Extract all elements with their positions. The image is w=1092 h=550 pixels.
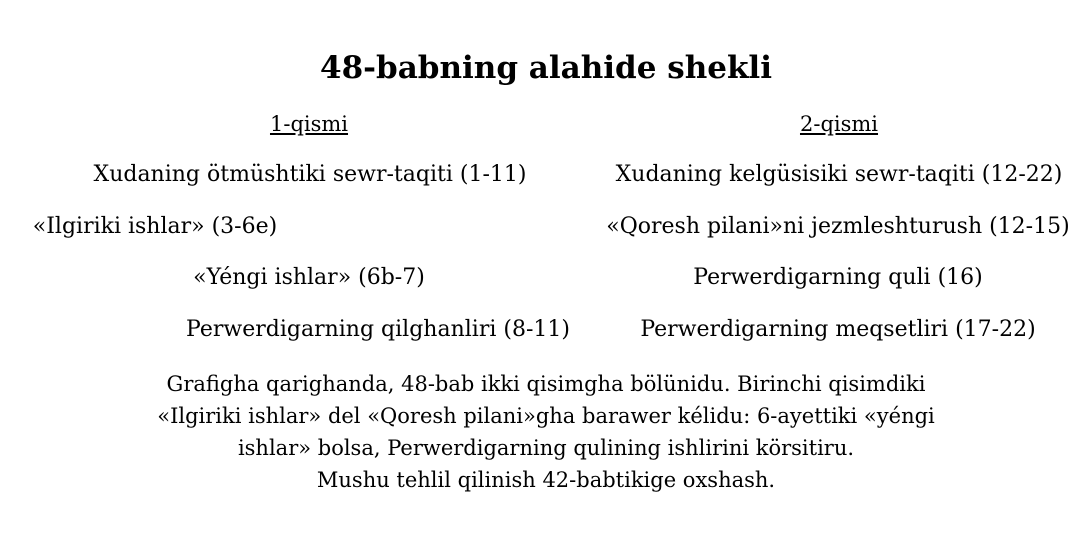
page-title: 48-babning alahide shekli — [320, 50, 772, 86]
part-2-row-3: Perwerdigarning quli (16) — [693, 265, 983, 290]
part-2-row-2: «Qoresh pilani»ni jezmleshturush (12-15) — [606, 214, 1070, 239]
column-heading-part-1: 1-qismi — [269, 112, 349, 136]
column-heading-part-2: 2-qismi — [799, 112, 879, 136]
summary-line-4: Mushu tehlil qilinish 42-babtikige oxshash. — [316, 468, 776, 492]
summary-line-3: ishlar» bolsa, Perwerdigarning qulining ishlirini körsitiru. — [237, 436, 855, 460]
part-1-row-4: Perwerdigarning qilghanliri (8-11) — [186, 317, 570, 342]
part-1-row-1: Xudaning ötmüshtiki sewr-taqiti (1-11) — [93, 162, 527, 187]
part-2-row-1: Xudaning kelgüsisiki sewr-taqiti (12-22) — [615, 162, 1063, 187]
summary-paragraph — [0, 368, 1092, 496]
part-1-row-2: «Ilgiriki ishlar» (3-6e) — [32, 214, 278, 239]
part-2-row-4: Perwerdigarning meqsetliri (17-22) — [640, 317, 1036, 342]
summary-line-2: «Ilgiriki ishlar» del «Qoresh pilani»gha barawer kélidu: 6-ayettiki «yéngi — [157, 404, 935, 428]
summary-line-1: Grafigha qarighanda, 48-bab ikki qisimgha bölünidu. Birinchi qisimdiki — [166, 372, 926, 396]
part-1-row-3: «Yéngi ishlar» (6b-7) — [193, 265, 425, 290]
